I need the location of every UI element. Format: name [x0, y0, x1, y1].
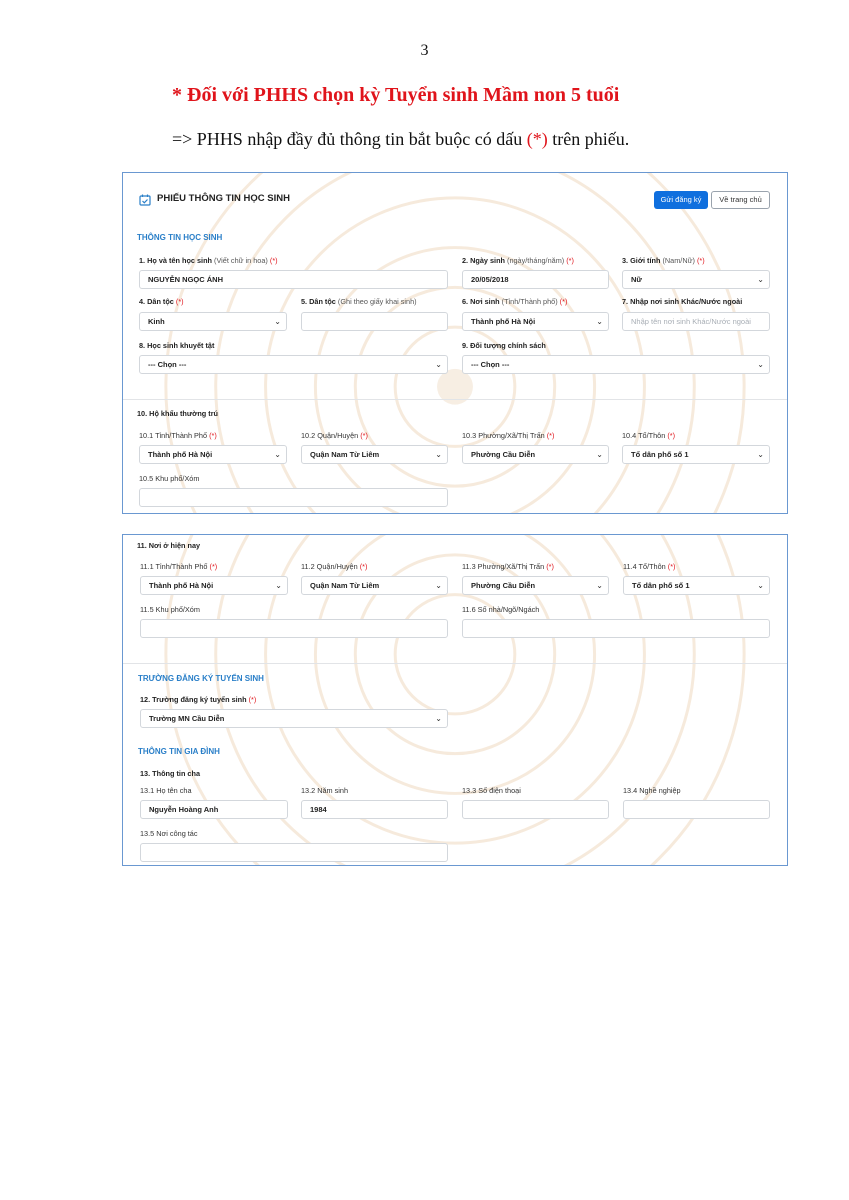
permanent-district-select[interactable]: [301, 445, 448, 464]
q10-area-label: 10.5 Khu phố/Xóm: [139, 474, 200, 483]
instruction-required-mark: (*): [526, 129, 548, 149]
father-phone-field[interactable]: [462, 800, 609, 819]
permanent-ward-select[interactable]: [462, 445, 609, 464]
q10-district-label: 10.2 Quận/Huyện (*): [301, 431, 368, 440]
divider: [123, 399, 787, 400]
current-area-field[interactable]: [140, 619, 448, 638]
student-name-field[interactable]: NGUYỄN NGỌC ÁNH: [139, 270, 448, 289]
chevron-down-icon: ⌄: [274, 450, 281, 459]
q11-district-label: 11.2 Quận/Huyện (*): [301, 562, 368, 571]
ethnicity-birth-cert-field[interactable]: [301, 312, 448, 331]
instruction-after: trên phiếu.: [547, 129, 630, 149]
chevron-down-icon: ⌄: [435, 360, 442, 369]
q10-hamlet-label: 10.4 Tổ/Thôn (*): [622, 431, 676, 440]
q11-label: 11. Nơi ở hiện nay: [137, 541, 201, 550]
q13-workplace-label: 13.5 Nơi công tác: [140, 829, 198, 838]
chevron-down-icon: ⌄: [757, 581, 764, 590]
q13-label: 13. Thông tin cha: [140, 769, 200, 778]
current-house-field[interactable]: [462, 619, 770, 638]
home-button[interactable]: Về trang chủ: [711, 191, 770, 209]
q1-label: 1. Họ và tên học sinh (Viết chữ in hoa) (*): [139, 256, 278, 265]
chevron-down-icon: ⌄: [596, 581, 603, 590]
permanent-area-field[interactable]: [139, 488, 448, 507]
q13-birth-year-label: 13.2 Năm sinh: [301, 786, 349, 795]
submit-registration-button[interactable]: Gửi đăng ký: [654, 191, 708, 209]
father-workplace-field[interactable]: [140, 843, 448, 862]
current-province-value: Thành phố Hà Nội: [149, 581, 214, 590]
chevron-down-icon: ⌄: [435, 581, 442, 590]
page-heading: * Đối với PHHS chọn kỳ Tuyển sinh Mầm non 5 tuổi: [172, 84, 620, 106]
permanent-province-value: Thành phố Hà Nội: [148, 450, 213, 459]
chevron-down-icon: ⌄: [275, 581, 282, 590]
gender-value: Nữ: [631, 275, 642, 284]
birthplace-select[interactable]: [462, 312, 609, 331]
school-section-title: TRƯỜNG ĐĂNG KÝ TUYỂN SINH: [138, 674, 264, 683]
student-info-section-title: THÔNG TIN HỌC SINH: [137, 233, 223, 242]
birthplace-value: Thành phố Hà Nội: [471, 317, 536, 326]
permanent-ward-value: Phường Cầu Diễn: [471, 450, 536, 459]
current-district-value: Quận Nam Từ Liêm: [310, 581, 380, 590]
q10-ward-label: 10.3 Phường/Xã/Thị Trấn (*): [462, 431, 555, 440]
foreign-birthplace-field[interactable]: Nhập tên nơi sinh Khác/Nước ngoài: [622, 312, 770, 331]
instruction-before: => PHHS nhập đầy đủ thông tin bắt buộc có dấu: [172, 129, 527, 149]
q4-label: 4. Dân tộc (*): [139, 297, 184, 306]
disability-select[interactable]: [139, 355, 448, 374]
page-number: 3: [420, 42, 429, 59]
q13-job-label: 13.4 Nghề nghiệp: [623, 786, 681, 795]
q2-label: 2. Ngày sinh (ngày/tháng/năm) (*): [462, 256, 574, 265]
q13-name-label: 13.1 Họ tên cha: [140, 786, 192, 795]
father-birth-year-field[interactable]: 1984: [301, 800, 448, 819]
policy-group-value: --- Chọn ---: [471, 360, 510, 369]
form-panel-top: [122, 172, 788, 514]
q8-label: 8. Học sinh khuyết tật: [139, 341, 215, 350]
q11-ward-label: 11.3 Phường/Xã/Thị Trấn (*): [462, 562, 554, 571]
ethnicity-value: Kinh: [148, 317, 165, 326]
permanent-hamlet-value: Tổ dân phố số 1: [631, 450, 689, 459]
permanent-province-select[interactable]: [139, 445, 287, 464]
school-select[interactable]: [140, 709, 448, 728]
q10-province-label: 10.1 Tỉnh/Thành Phố (*): [139, 431, 217, 440]
chevron-down-icon: ⌄: [757, 360, 764, 369]
current-ward-select[interactable]: [462, 576, 609, 595]
family-section-title: THÔNG TIN GIA ĐÌNH: [138, 747, 220, 756]
chevron-down-icon: ⌄: [596, 450, 603, 459]
q11-area-label: 11.5 Khu phố/Xóm: [140, 605, 200, 614]
instruction-text: [172, 129, 629, 150]
form-panel-bottom: [122, 534, 788, 866]
chevron-down-icon: ⌄: [757, 275, 764, 284]
policy-group-select[interactable]: [462, 355, 770, 374]
permanent-hamlet-select[interactable]: [622, 445, 770, 464]
chevron-down-icon: ⌄: [596, 317, 603, 326]
current-ward-value: Phường Cầu Diễn: [471, 581, 536, 590]
q12-label: 12. Trường đăng ký tuyển sinh (*): [140, 695, 257, 704]
divider: [123, 663, 787, 664]
q6-label: 6. Nơi sinh (Tỉnh/Thành phố) (*): [462, 297, 568, 306]
disability-value: --- Chọn ---: [148, 360, 187, 369]
current-hamlet-select[interactable]: [623, 576, 770, 595]
current-district-select[interactable]: [301, 576, 448, 595]
form-title: PHIẾU THÔNG TIN HỌC SINH: [157, 193, 291, 204]
birth-date-field[interactable]: 20/05/2018: [462, 270, 609, 289]
q7-label: 7. Nhập nơi sinh Khác/Nước ngoài: [622, 297, 743, 306]
q10-label: 10. Hộ khẩu thường trú: [137, 409, 219, 418]
ethnicity-select[interactable]: [139, 312, 287, 331]
father-job-field[interactable]: [623, 800, 770, 819]
chevron-down-icon: ⌄: [274, 317, 281, 326]
chevron-down-icon: ⌄: [757, 450, 764, 459]
q13-phone-label: 13.3 Số điện thoại: [462, 786, 521, 795]
gender-select[interactable]: [622, 270, 770, 289]
form-icon: [139, 193, 151, 205]
chevron-down-icon: ⌄: [435, 450, 442, 459]
q9-label: 9. Đối tượng chính sách: [462, 341, 546, 350]
permanent-district-value: Quận Nam Từ Liêm: [310, 450, 380, 459]
q3-label: 3. Giới tính (Nam/Nữ) (*): [622, 256, 705, 265]
chevron-down-icon: ⌄: [435, 714, 442, 723]
current-province-select[interactable]: [140, 576, 288, 595]
q11-house-label: 11.6 Số nhà/Ngõ/Ngách: [462, 605, 540, 614]
school-value: Trường MN Cầu Diễn: [149, 714, 225, 723]
current-hamlet-value: Tổ dân phố số 1: [632, 581, 690, 590]
q11-province-label: 11.1 Tỉnh/Thành Phố (*): [140, 562, 218, 571]
q11-hamlet-label: 11.4 Tổ/Thôn (*): [623, 562, 676, 571]
father-name-field[interactable]: Nguyễn Hoàng Anh: [140, 800, 288, 819]
q5-label: 5. Dân tộc (Ghi theo giấy khai sinh): [301, 297, 417, 306]
